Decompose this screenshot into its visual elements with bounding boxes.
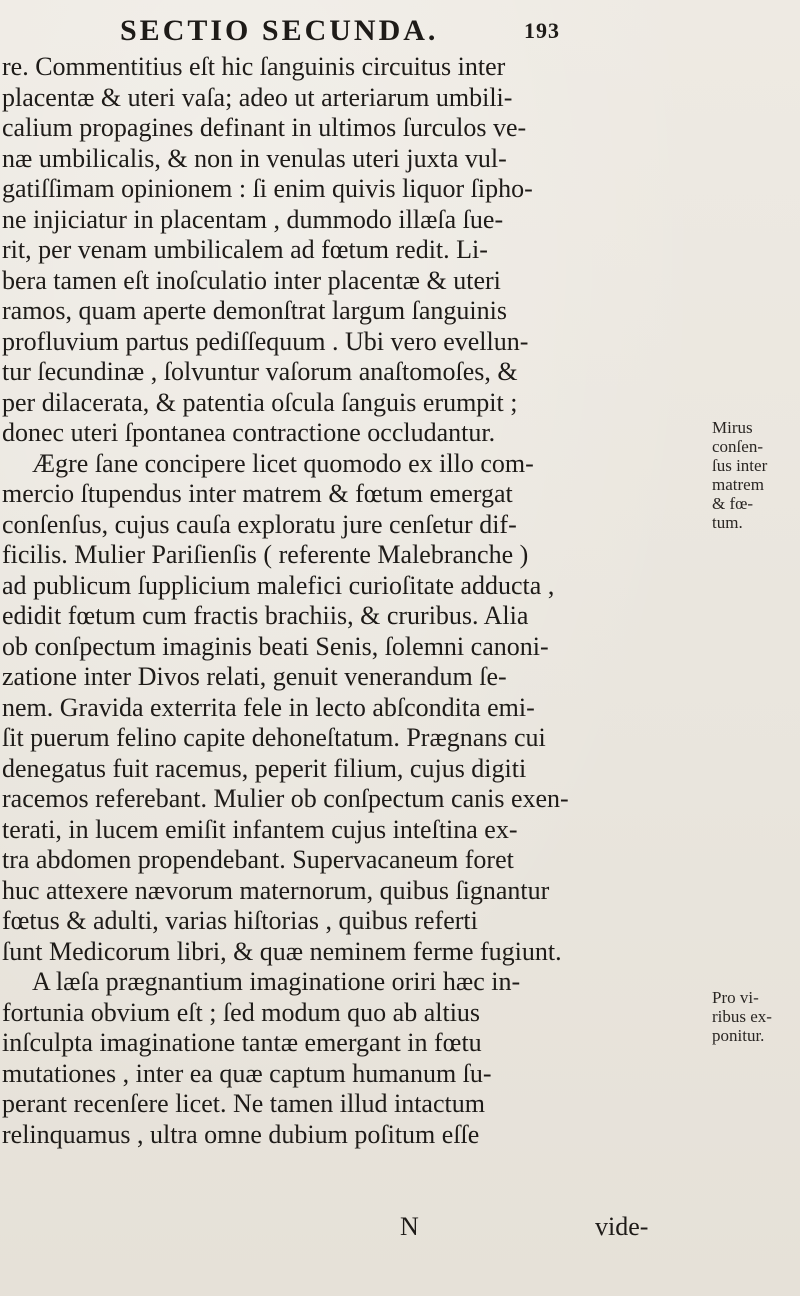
text-line: bera tamen eſt inoſculatio inter placentæ & uteri [2,265,501,295]
text-line: terati, in lucem emiſit infantem cujus inteſtina ex- [2,814,518,844]
text-line: tur ſecundinæ , ſolvuntur vaſorum anaſtomoſes, & [2,357,518,386]
text-line: huc attexere nævorum maternorum, quibus ſignantur [2,875,550,905]
text-line: calium propagines definant in ultimos ſurculos ve- [2,113,527,142]
text-line: profluvium partus pediſſequum . Ubi vero evellun- [2,326,529,356]
marginal-note-line: Pro vi- [712,988,759,1007]
marginal-note-line: & fœ- [712,494,754,513]
main-text [2,52,702,1150]
text-line: ficilis. Mulier Pariſienſis ( referente Malebranche ) [2,540,529,569]
text-line: ob conſpectum imaginis beati Senis, ſolemni canoni- [2,631,549,661]
signature-mark: N [400,1212,419,1241]
text-line: næ umbilicalis, & non in venulas uteri juxta vul- [2,143,507,173]
running-title: SECTIO SECUNDA. [120,14,439,47]
text-line: ad publicum ſupplicium malefici curioſitate adducta , [2,570,555,600]
text-line: placentæ & uteri vaſa; adeo ut arteriarum umbili- [2,82,513,112]
text-line: zatione inter Divos relati, genuit venerandum ſe- [2,662,507,691]
text-line: fœtus & adulti, varias hiſtorias , quibus referti [2,906,478,935]
text-line: relinquamus , ultra omne dubium poſitum eſſe [2,1119,480,1149]
paragraph-start-line: Ægre ſane concipere licet quomodo ex illo com- [32,448,534,478]
text-line: per dilacerata, & patentia oſcula ſanguis erumpit ; [2,387,518,417]
text-line: fortunia obvium eſt ; ſed modum quo ab altius [2,997,481,1027]
marginal-note-line: ponitur. [712,1026,765,1045]
text-line: conſenſus, cujus cauſa exploratu jure cenſetur dif- [2,509,517,539]
marginal-note-line: ſus inter [712,456,768,475]
text-line: donec uteri ſpontanea contractione occludantur. [2,418,496,447]
page-number: 193 [524,18,560,43]
marginal-note-pro-viribus [712,988,798,1045]
text-line: mercio ſtupendus inter matrem & fœtum emergat [2,479,513,508]
text-line: racemos referebant. Mulier ob conſpectum canis exen- [2,784,569,813]
text-line: perant recenſere licet. Ne tamen illud intactum [2,1089,485,1118]
text-line: inſculpta imaginatione tantæ emergant in fœtu [2,1028,482,1057]
text-line: nem. Gravida exterrita fele in lecto abſcondita emi- [2,692,535,722]
text-line: edidit fœtum cum fractis brachiis, & cruribus. Alia [2,601,529,630]
text-line: ne injiciatur in placentam , dummodo illæſa ſue- [2,204,504,234]
catchword: vide- [595,1212,649,1241]
text-line: tra abdomen propendebant. Supervacaneum foret [2,845,514,874]
paragraph-start-line: A læſa prægnantium imaginatione oriri hæc in- [32,967,521,996]
marginal-note-mirus [712,418,798,532]
text-line: mutationes , inter ea quæ captum humanum ſu- [2,1058,492,1088]
marginal-note-line: Mirus [712,418,753,437]
marginal-note-line: ribus ex- [712,1007,772,1026]
text-line: ſunt Medicorum libri, & quæ neminem ferme fugiunt. [2,936,562,966]
page-footer [400,1212,760,1244]
text-line: ramos, quam aperte demonſtrat largum ſanguinis [2,296,507,325]
text-line: denegatus fuit racemus, peperit filium, cujus digiti [2,753,527,783]
text-line: re. Commentitius eſt hic ſanguinis circuitus inter [2,52,506,81]
marginal-note-line: matrem [712,475,764,494]
text-line: rit, per venam umbilicalem ad fœtum redit. Li- [2,235,488,264]
marginal-note-line: conſen- [712,437,763,456]
text-line: gatiſſimam opinionem : ſi enim quivis liquor ſipho- [2,174,533,203]
text-line: ſit puerum felino capite dehoneſtatum. Prægnans cui [2,723,546,752]
running-head [120,14,560,54]
marginal-note-line: tum. [712,513,743,532]
